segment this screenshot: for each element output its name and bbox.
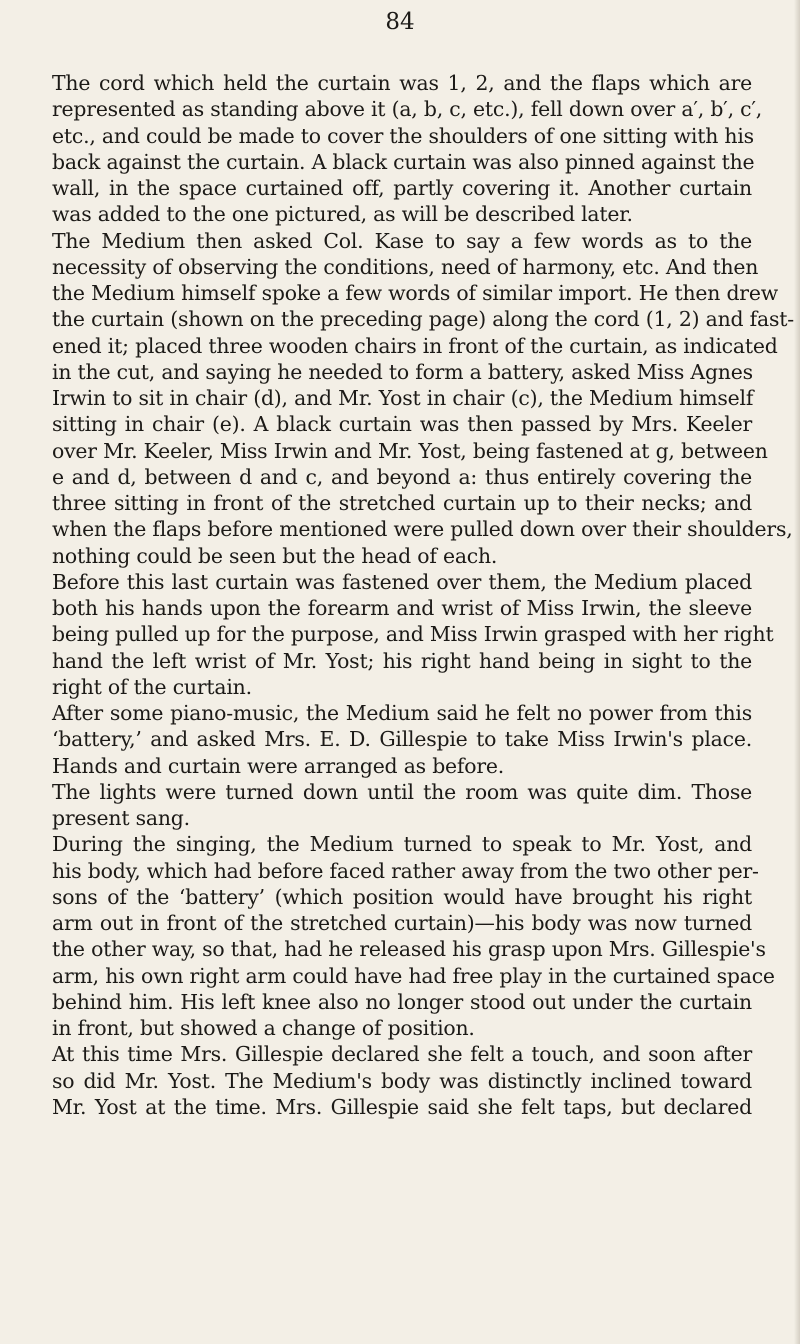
text-line: three sitting in front of the stretched curtain up to their necks; and xyxy=(52,491,752,515)
text-line: wall, in the space curtained off, partly covering it. Another curtain xyxy=(52,176,752,200)
body-text xyxy=(52,70,794,1120)
paragraph xyxy=(52,700,752,779)
text-line: in the cut, and saying he needed to form a battery, asked Miss Agnes xyxy=(52,359,753,384)
text-line: The cord which held the curtain was 1, 2, and the flaps which are xyxy=(52,71,752,95)
text-line: the curtain (shown on the preceding page) along the cord (1, 2) and fast- xyxy=(52,307,794,332)
text-line: etc., and could be made to cover the shoulders of one sitting with his xyxy=(52,123,754,148)
text-line: arm out in front of the stretched curtain)—his body was now turned xyxy=(52,911,752,935)
text-line: The Medium then asked Col. Kase to say a few words as to the xyxy=(52,228,752,253)
paragraph xyxy=(52,70,763,228)
paragraph xyxy=(52,569,774,700)
text-line: ‘battery,’ and asked Mrs. E. D. Gillespie to take Miss Irwin's place. xyxy=(52,727,752,752)
text-line: ened it; placed three wooden chairs in front of the curtain, as indicated xyxy=(52,333,778,358)
text-line: arm, his own right arm could have had free play in the curtained space xyxy=(52,963,775,988)
text-line: e and d, between d and c, and beyond a: thus entirely covering the xyxy=(52,464,752,489)
text-line: Irwin to sit in chair (d), and Mr. Yost in chair (c), the Medium himself xyxy=(52,386,754,410)
text-line: necessity of observing the conditions, need of harmony, etc. And then xyxy=(52,254,759,279)
text-line: sons of the ‘battery’ (which position would have brought his right xyxy=(52,884,752,909)
text-line: the Medium himself spoke a few words of similar import. He then drew xyxy=(52,281,778,305)
text-line: when the flaps before mentioned were pulled down over their shoulders, xyxy=(52,517,793,542)
paragraph xyxy=(52,831,775,1041)
text-line: nothing could be seen but the head of each. xyxy=(52,543,498,568)
text-line: present sang. xyxy=(52,806,190,830)
text-line: After some piano-music, the Medium said he felt no power from this xyxy=(52,701,752,725)
text-line: being pulled up for the purpose, and Miss Irwin grasped with her right xyxy=(52,622,774,647)
text-line: At this time Mrs. Gillespie declared she felt a touch, and soon after xyxy=(52,1042,752,1067)
paragraph xyxy=(52,228,794,569)
text-line: over Mr. Keeler, Miss Irwin and Mr. Yost, being fastened at g, between xyxy=(52,438,768,463)
text-line: in front, but showed a change of position. xyxy=(52,1016,475,1040)
text-line: The lights were turned down until the room was quite dim. Those xyxy=(52,779,752,804)
page-edge-shadow xyxy=(794,0,800,1344)
text-line: so did Mr. Yost. The Medium's body was distinctly inclined toward xyxy=(52,1068,752,1093)
text-line: hand the left wrist of Mr. Yost; his right hand being in sight to the xyxy=(52,648,752,673)
text-line: Mr. Yost at the time. Mrs. Gillespie said she felt taps, but declared xyxy=(52,1094,752,1119)
text-line: back against the curtain. A black curtain was also pinned against the xyxy=(52,149,755,174)
text-line: sitting in chair (e). A black curtain was then passed by Mrs. Keeler xyxy=(52,412,752,437)
paragraph xyxy=(52,779,752,832)
text-line: the other way, so that, had he released his grasp upon Mrs. Gillespie's xyxy=(52,937,766,962)
page-number: 84 xyxy=(385,9,415,35)
text-line: During the singing, the Medium turned to speak to Mr. Yost, and xyxy=(52,832,752,857)
text-line: both his hands upon the forearm and wrist of Miss Irwin, the sleeve xyxy=(52,596,752,620)
paragraph xyxy=(52,1041,752,1120)
text-line: was added to the one pictured, as will be described later. xyxy=(52,202,633,227)
text-line: Hands and curtain were arranged as before. xyxy=(52,753,505,778)
text-line: his body, which had before faced rather away from the two other per- xyxy=(52,858,759,883)
text-line: represented as standing above it (a, b, c, etc.), fell down over a′, b′, c′, xyxy=(52,97,763,122)
text-line: behind him. His left knee also no longer stood out under the curtain xyxy=(52,989,752,1014)
text-line: Before this last curtain was fastened over them, the Medium placed xyxy=(52,569,752,594)
text-line: right of the curtain. xyxy=(52,674,252,699)
